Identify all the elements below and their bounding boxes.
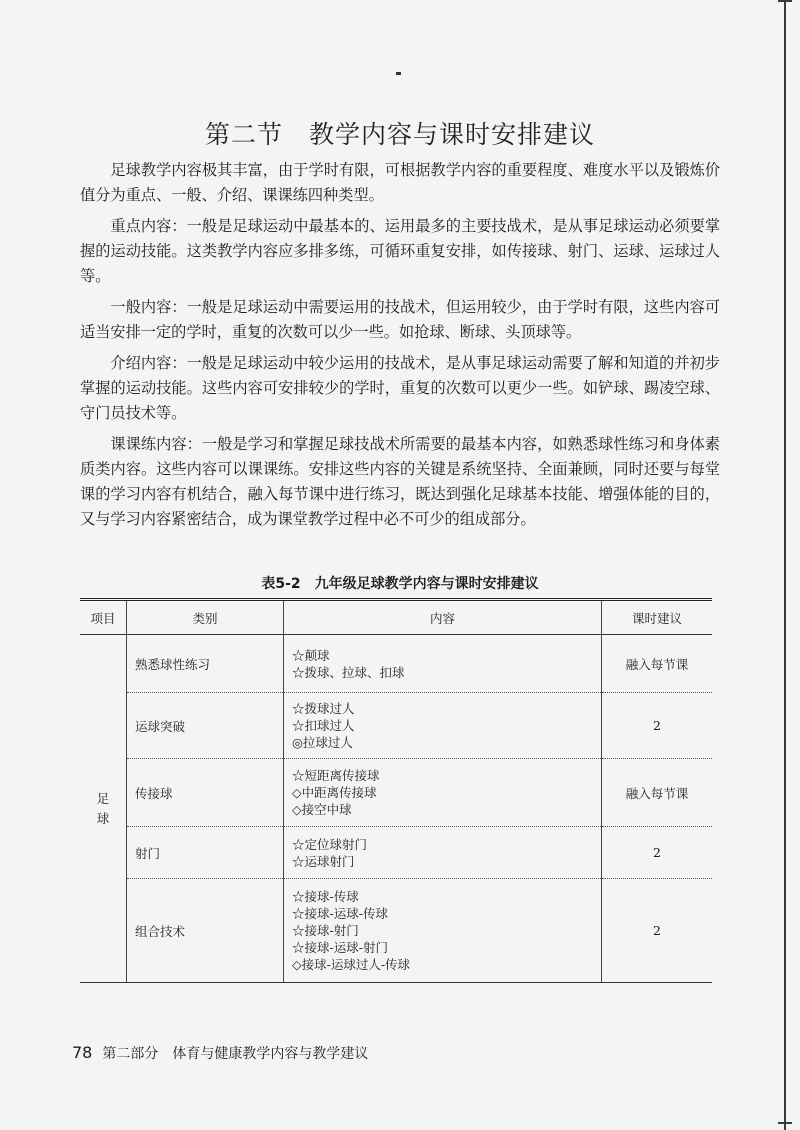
- hours-cell: 融入每节课: [602, 635, 713, 693]
- project-char: 球: [96, 810, 110, 826]
- footer-part: 第二部分: [102, 1046, 159, 1062]
- table-header-row: [80, 600, 712, 635]
- project-char: 足: [96, 790, 110, 806]
- table-row: [80, 827, 712, 879]
- content-item: ☆扣球过人: [292, 718, 355, 733]
- content-item: ☆短距离传接球: [292, 768, 380, 783]
- category-cell: 运球突破: [127, 693, 284, 759]
- content-cell: [284, 635, 602, 693]
- category-cell: 传接球: [127, 759, 284, 827]
- hours-cell: 融入每节课: [602, 759, 713, 827]
- category-cell: 组合技术: [127, 879, 284, 983]
- table-caption-title: 九年级足球教学内容与课时安排建议: [314, 576, 539, 592]
- content-item: ☆颠球: [292, 647, 330, 663]
- crop-mark-edge: [784, 0, 786, 1130]
- section-number: 第二节: [204, 120, 283, 149]
- table-caption-number: 表5-2: [261, 576, 301, 592]
- hours-cell: 2: [602, 827, 713, 879]
- section-title: [0, 115, 800, 151]
- hours-cell: 2: [602, 693, 713, 759]
- category-cell: 熟悉球性练习: [127, 635, 284, 693]
- content-item: ◇中距离传接球: [292, 785, 377, 800]
- content-table: [80, 598, 712, 983]
- paragraph: 介绍内容：一般是足球运动中较少运用的技战术，是从事足球运动需要了解和知道的并初步掌握的运动技能。这些内容可安排较少的学时，重复的次数可以更少一些。如铲球、踢凌空球、守门员技术等。: [80, 354, 720, 422]
- paragraph: 课课练内容：一般是学习和掌握足球技战术所需要的最基本内容，如熟悉球性练习和身体素质类内容。这些内容可以课课练。安排这些内容的关键是系统坚持、全面兼顾，同时还要与每堂课的学习内容有机结合，融入每节课中进行练习，既达到强化足球基本技能、增强体能的目的，又与学习内容紧密结合，成为课堂教学过程中必不可少的组成部分。: [80, 435, 720, 528]
- content-item: ◎拉球过人: [292, 735, 353, 750]
- paragraph: 一般内容：一般是足球运动中需要运用的技战术，但运用较少，由于学时有限，这些内容可适当安排一定的学时，重复的次数可以少一些。如抢球、断球、头顶球等。: [80, 298, 720, 341]
- project-cell: [80, 635, 127, 983]
- content-cell: [284, 759, 602, 827]
- content-item: ◇接空中球: [292, 802, 352, 817]
- content-item: ◇接球-运球过人-传球: [292, 957, 411, 972]
- page-footer: [72, 1043, 368, 1063]
- table-row: [80, 879, 712, 983]
- paragraph: 足球教学内容极其丰富，由于学时有限，可根据教学内容的重要程度、难度水平以及锻炼价值分为重点、一般、介绍、课课练四种类型。: [80, 161, 720, 204]
- page-number: 78: [72, 1043, 93, 1062]
- content-item: ☆拨球、拉球、扣球: [292, 664, 405, 680]
- header-project: 项目: [80, 600, 127, 635]
- section-title-text: 教学内容与课时安排建议: [309, 120, 596, 149]
- content-item: ☆接球-射门: [292, 923, 359, 938]
- hours-cell: 2: [602, 879, 713, 983]
- scan-speck: [396, 72, 401, 75]
- content-cell: [284, 693, 602, 759]
- content-cell: [284, 827, 602, 879]
- header-hours: 课时建议: [602, 600, 713, 635]
- paragraph: 重点内容：一般是足球运动中最基本的、运用最多的主要技战术，是从事足球运动必须要掌握的运动技能。这类教学内容应多排多练，可循环重复安排，如传接球、射门、运球、运球过人等。: [80, 217, 720, 285]
- content-item: ☆定位球射门: [292, 836, 368, 852]
- table-caption: [0, 573, 800, 593]
- content-item: ☆接球-运球-射门: [292, 940, 388, 955]
- header-category: 类别: [127, 600, 284, 635]
- content-item: ☆接球-传球: [292, 889, 359, 904]
- table-row: [80, 693, 712, 759]
- table-row: [80, 759, 712, 827]
- header-content: 内容: [284, 600, 602, 635]
- crop-mark-bottom: [778, 1122, 792, 1124]
- content-item: ☆运球射门: [292, 853, 355, 869]
- footer-part-title: 体育与健康教学内容与教学建议: [172, 1046, 369, 1062]
- table-row: [80, 635, 712, 693]
- body-text: [80, 158, 720, 538]
- content-cell: [284, 879, 602, 983]
- content-item: ☆拨球过人: [292, 701, 355, 716]
- category-cell: 射门: [127, 827, 284, 879]
- content-item: ☆接球-运球-传球: [292, 906, 388, 921]
